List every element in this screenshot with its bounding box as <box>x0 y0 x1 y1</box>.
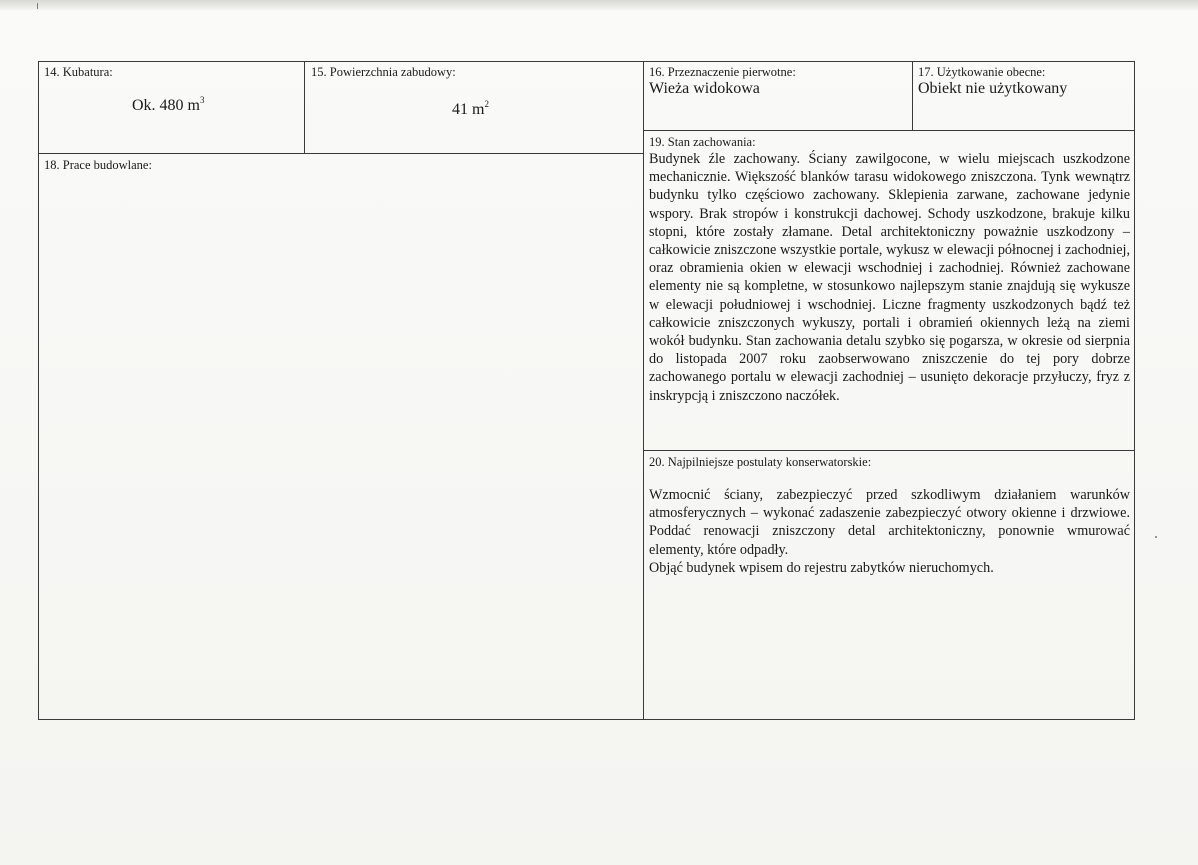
kubatura-value <box>132 97 205 115</box>
postulaty-label: 20. Najpilniejsze postulaty konserwatorskie: <box>649 455 872 469</box>
divider <box>643 130 1135 131</box>
stan-label: 19. Stan zachowania: <box>649 135 756 149</box>
divider <box>912 61 913 131</box>
divider <box>38 153 644 154</box>
kubatura-label: 14. Kubatura: <box>44 65 113 79</box>
prace-label: 18. Prace budowlane: <box>44 158 152 172</box>
scan-edge <box>0 0 1198 10</box>
scan-speck <box>37 3 38 9</box>
divider <box>304 61 305 154</box>
postulaty-paragraph-1: Wzmocnić ściany, zabezpieczyć przed szkodliwym działaniem warunków atmosferycznych – wykonać zadaszenie zabezpieczyć otwory okienne i drzwiowe. Poddać renowacji zniszczony detal architektoniczny, ponownie wmurować elementy, które odpadły. <box>649 487 1130 558</box>
powierzchnia-exponent: 2 <box>484 99 489 109</box>
powierzchnia-value <box>452 101 489 119</box>
stan-text: Budynek źle zachowany. Ściany zawilgocone, w wielu miejscach uszkodzone mechanicznie. Większość blanków tarasu widokowego zniszczona. Tynk wewnątrz budynku tylko częściowo zachowany. Sklepienia zarwane, zachowane jedynie wspory. Brak stropów i konstrukcji dachowej. Schody uszkodzone, brakuje kilku stopni, które zostały złamane. Detal architektoniczny poważnie uszkodzony – całkowicie zniszczone wszystkie portale, wykusz w elewacji północnej i zachodniej, oraz obramienia okien w elewacji wschodniej i zachodniej. Również zachowane elementy nie są kompletne, w stosunkowo najlepszym stanie znajdują się wykusze w elewacji południowej i wschodniej. Liczne fragmenty uszkodzonych bądź też całkowicie zniszczonych wykuszy, portali i obramień okiennych leżą na ziemi wokół budynku. Stan zachowania detalu szybko się pogarsza, w okresie od sierpnia do listopada 2007 roku zaobserwowano zniszczenie do tej pory dobrze zachowanego portalu w elewacji zachodniej – usunięto dekoracje przyłuczy, fryz z inskrypcją i zniszczono naczółek. <box>649 151 1130 404</box>
powierzchnia-label: 15. Powierzchnia zabudowy: <box>311 65 456 79</box>
scan-speck <box>1155 536 1157 538</box>
postulaty-paragraph-2: Objąć budynek wpisem do rejestru zabytków nieruchomych. <box>649 559 994 576</box>
divider <box>643 61 644 720</box>
kubatura-exponent: 3 <box>200 95 205 105</box>
powierzchnia-number: 41 m <box>452 101 485 118</box>
postulaty-text <box>649 486 1130 577</box>
uzytkowanie-value: Obiekt nie użytkowany <box>918 80 1068 97</box>
kubatura-number: Ok. 480 m <box>132 97 200 114</box>
przeznaczenie-value: Wieża widokowa <box>649 80 760 97</box>
uzytkowanie-label: 17. Użytkowanie obecne: <box>918 65 1046 79</box>
divider <box>643 450 1135 451</box>
przeznaczenie-label: 16. Przeznaczenie pierwotne: <box>649 65 796 79</box>
